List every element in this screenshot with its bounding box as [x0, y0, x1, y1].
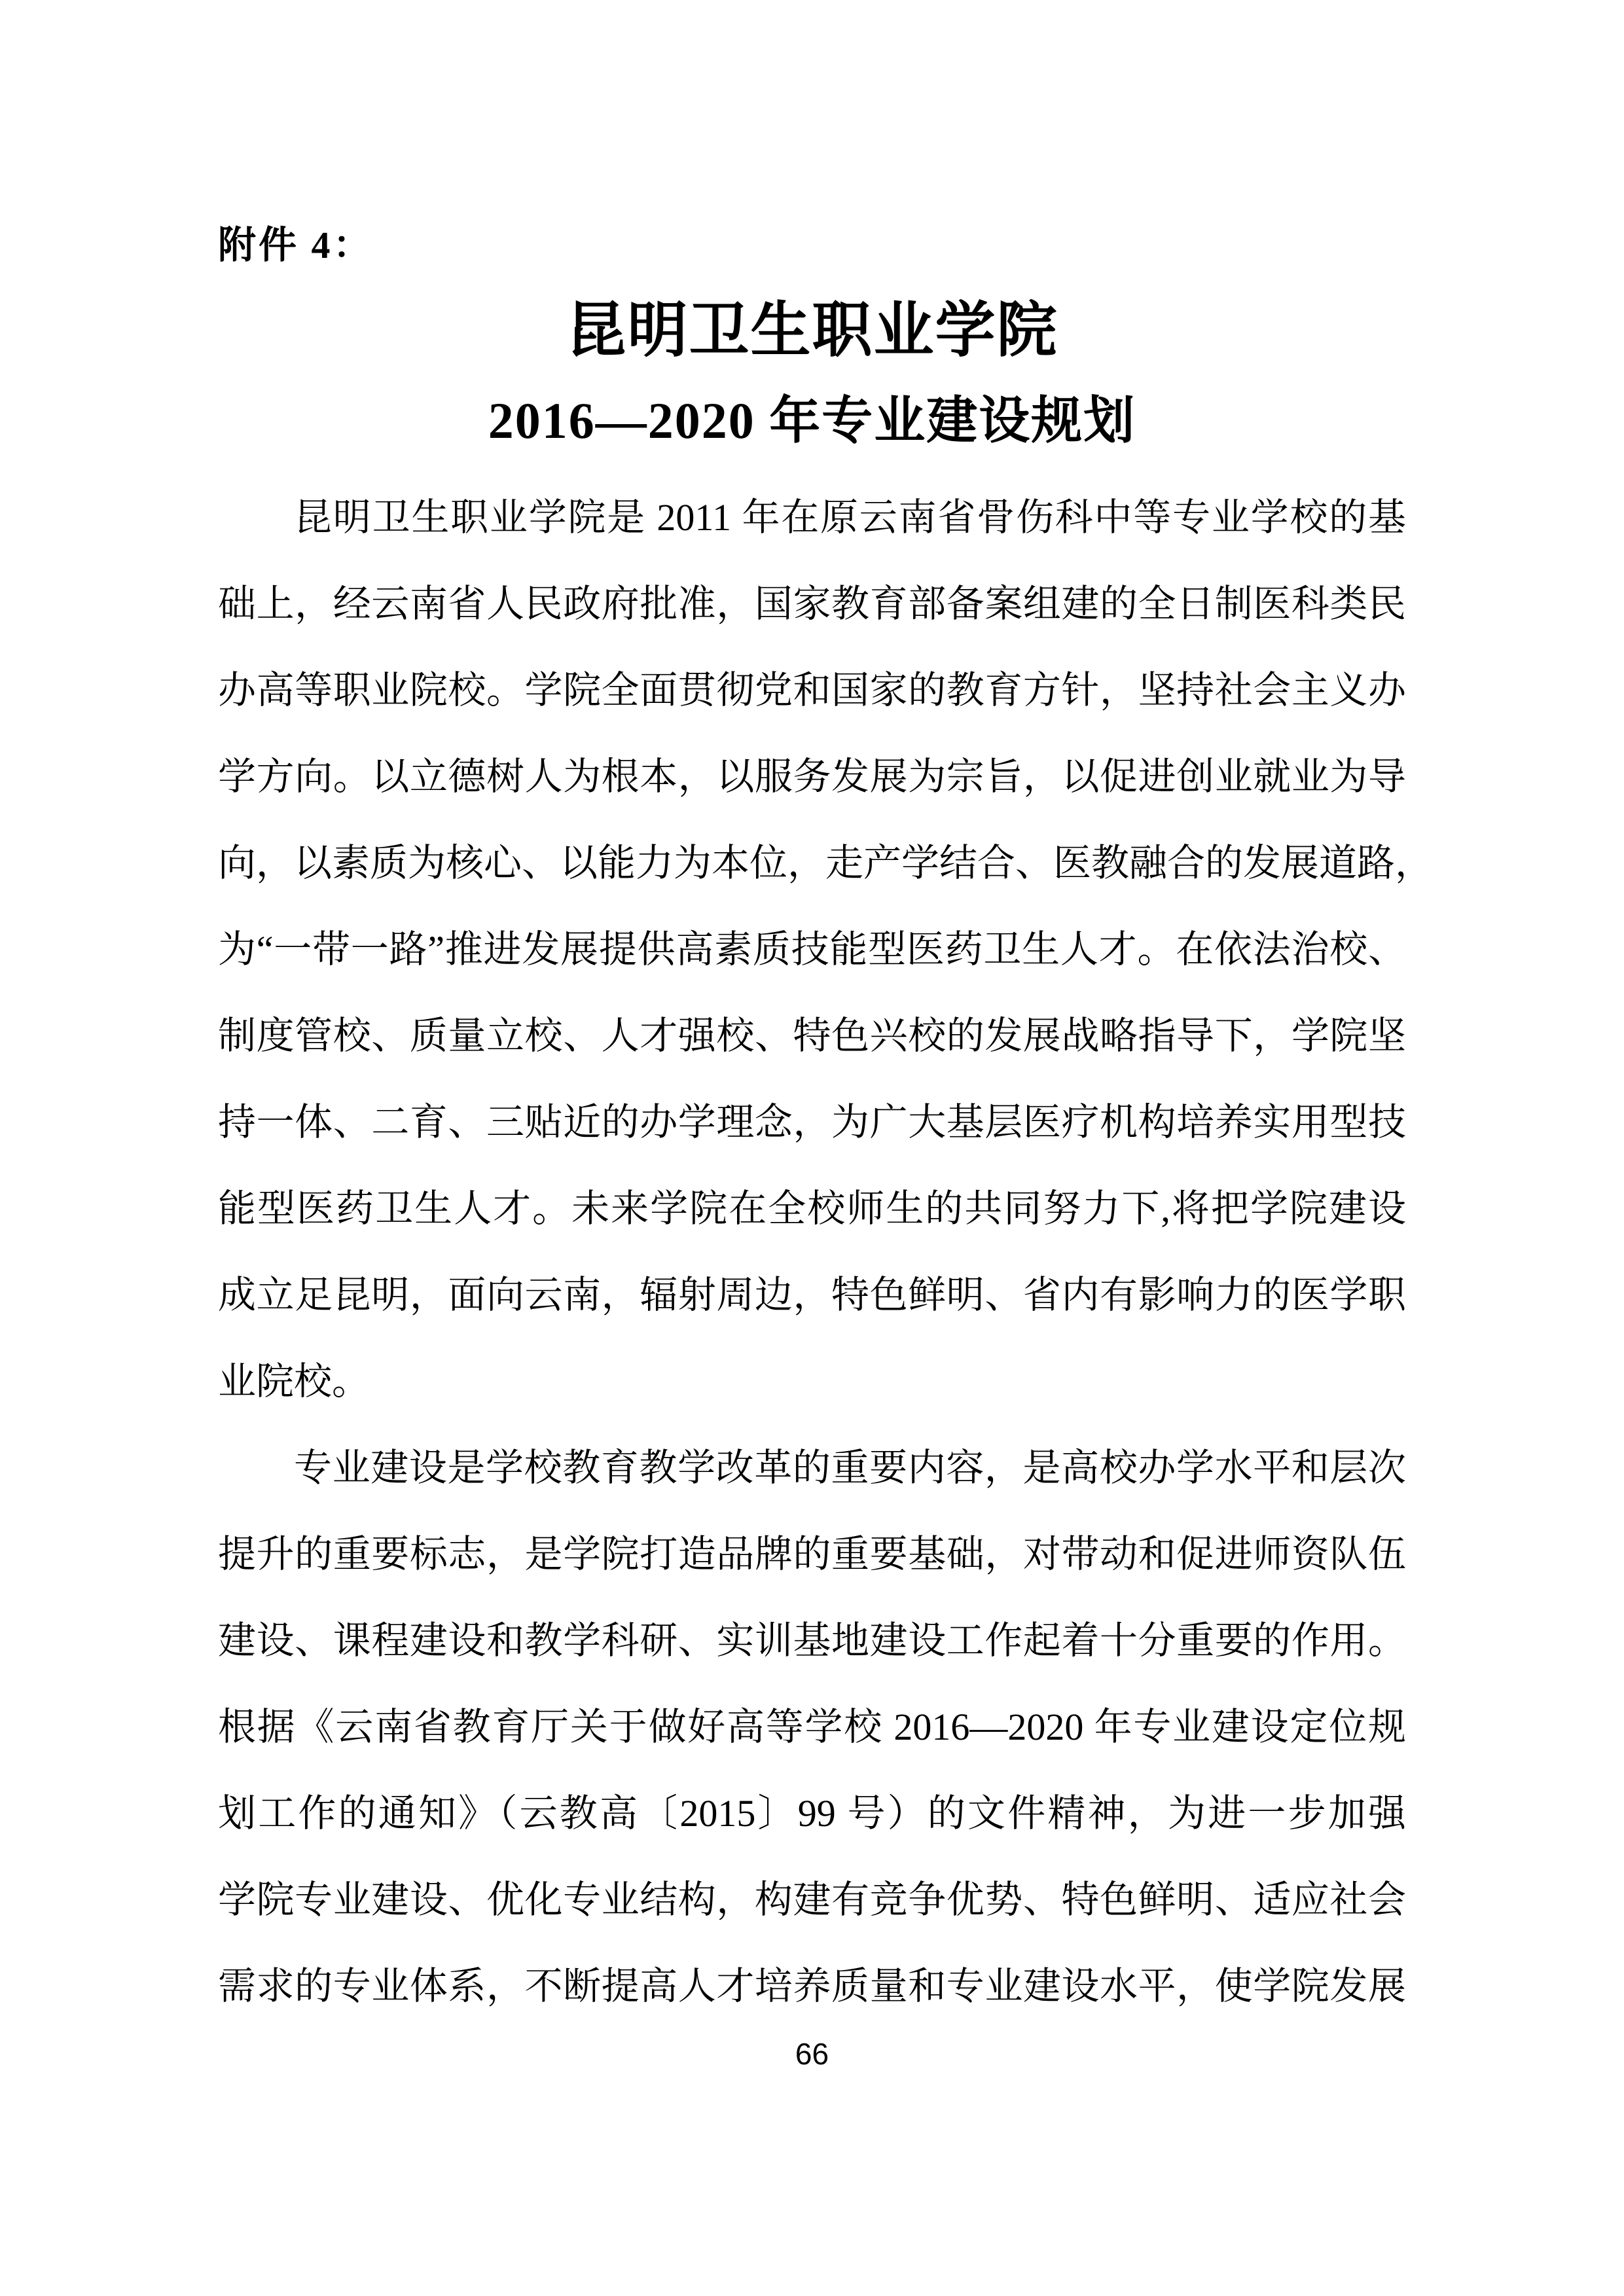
body-line: 建设、课程建设和教学科研、实训基地建设工作起着十分重要的作用。 — [218, 1619, 1406, 1662]
document-subtitle: 2016—2020 年专业建设规划 — [488, 392, 1136, 449]
body-line: 制度管校、质量立校、人才强校、特色兴校的发展战略指导下，学院坚 — [218, 1014, 1406, 1057]
body-line: 持一体、二育、三贴近的办学理念，为广大基层医疗机构培养实用型技 — [218, 1101, 1406, 1143]
document-title: 昆明卫生职业学院 — [566, 297, 1058, 364]
body-line: 向，以素质为核心、以能力为本位，走产学结合、医教融合的发展道路， — [218, 842, 1434, 884]
body-line: 划工作的通知》（云教高〔2015〕99 号）的文件精神，为进一步加强 — [218, 1792, 1406, 1835]
body-line: 为“一带一路”推进发展提供高素质技能型医药卫生人才。在依法治校、 — [218, 928, 1406, 971]
body-line: 成立足昆明，面向云南，辐射周边，特色鲜明、省内有影响力的医学职 — [218, 1274, 1406, 1316]
body-line: 需求的专业体系，不断提高人才培养质量和专业建设水平，使学院发展 — [218, 1965, 1406, 2007]
body-line: 学院专业建设、优化专业结构，构建有竞争优势、特色鲜明、适应社会 — [218, 1878, 1406, 1921]
body-line: 昆明卫生职业学院是 2011 年在原云南省骨伤科中等专业学校的基 — [294, 496, 1406, 539]
body-line: 根据《云南省教育厅关于做好高等学校 2016—2020 年专业建设定位规 — [218, 1706, 1406, 1748]
page-number: 66 — [795, 2037, 829, 2071]
document-body — [218, 475, 1434, 2030]
body-line: 能型医药卫生人才。未来学院在全校师生的共同努力下,将把学院建设 — [218, 1187, 1406, 1230]
body-line: 学方向。以立德树人为根本，以服务发展为宗旨，以促进创业就业为导 — [218, 755, 1406, 798]
attachment-label: 附件 4： — [218, 224, 374, 266]
body-line: 础上，经云南省人民政府批准，国家教育部备案组建的全日制医科类民 — [218, 583, 1406, 625]
body-line: 专业建设是学校教育教学改革的重要内容，是高校办学水平和层次 — [294, 1446, 1406, 1489]
body-line: 业院校。 — [218, 1360, 370, 1403]
body-line: 办高等职业院校。学院全面贯彻党和国家的教育方针，坚持社会主义办 — [218, 669, 1406, 711]
body-line: 提升的重要标志，是学院打造品牌的重要基础，对带动和促进师资队伍 — [218, 1533, 1406, 1575]
